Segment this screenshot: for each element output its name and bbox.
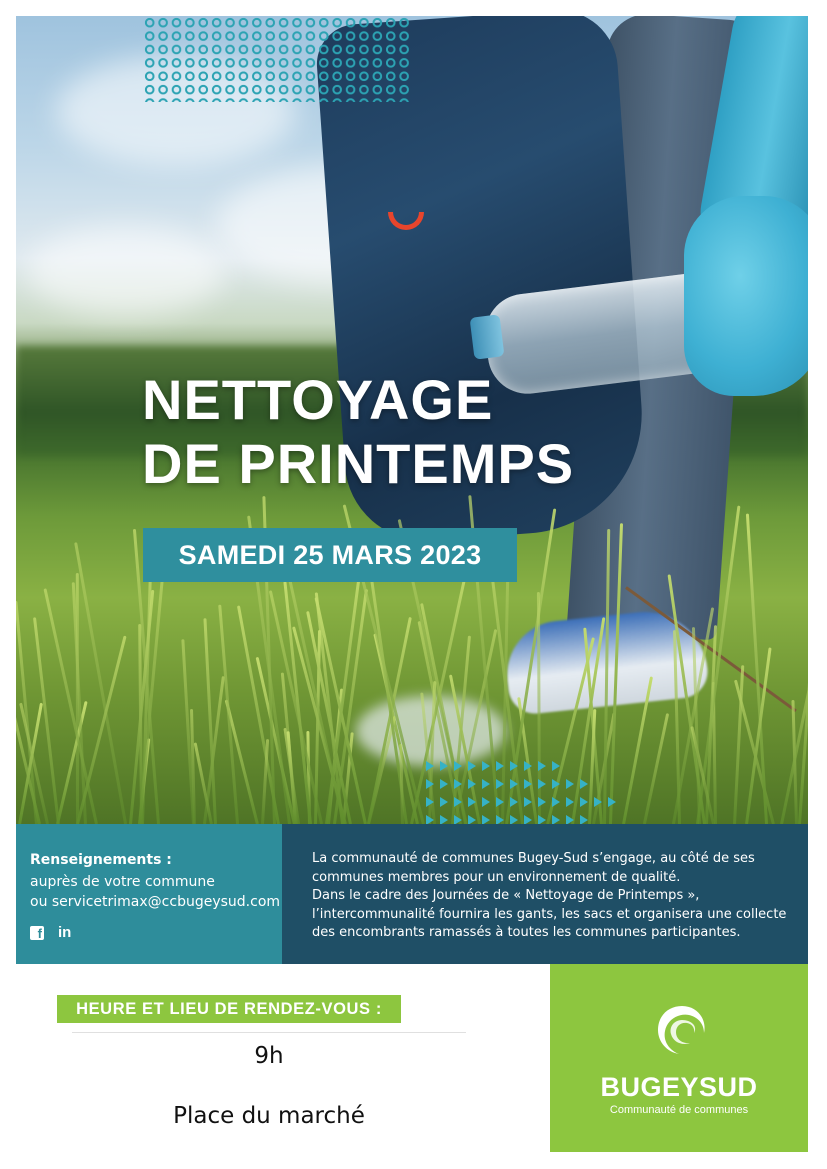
triangle-shape (482, 761, 490, 771)
description-paragraph-1: La communauté de communes Bugey-Sud s’engage, au côté de ses communes membres pour un environnement de qualité. (312, 851, 755, 885)
triangle-shape (580, 779, 588, 789)
triangle-shape (496, 779, 504, 789)
triangle-shape (552, 779, 560, 789)
triangle-shape (496, 797, 504, 807)
triangle-shape (440, 779, 448, 789)
triangle-shape (426, 797, 434, 807)
linkedin-icon[interactable]: in (58, 924, 72, 941)
triangle-shape (440, 797, 448, 807)
facebook-icon[interactable]: f (30, 926, 44, 940)
rendezvous-time: 9h (254, 1043, 284, 1069)
triangle-shape (482, 797, 490, 807)
triangle-shape (552, 797, 560, 807)
rendezvous-box (72, 1032, 466, 1150)
swirl-logo-icon (654, 1002, 710, 1058)
triangle-shape (594, 797, 602, 807)
triangle-row (426, 756, 566, 768)
triangle-shape (538, 761, 546, 771)
triangle-shape (538, 797, 546, 807)
triangle-shape (482, 779, 490, 789)
triangle-shape (426, 761, 434, 771)
contact-heading: Renseignements : (30, 852, 172, 868)
rendezvous-place: Place du marché (173, 1103, 365, 1129)
triangle-shape (524, 761, 532, 771)
grass-blade (746, 514, 768, 824)
contact-line-1: auprès de votre commune (30, 874, 215, 890)
triangle-shape (524, 779, 532, 789)
date-badge: SAMEDI 25 MARS 2023 (143, 528, 517, 582)
poster-title (142, 368, 702, 496)
triangle-shape (524, 797, 532, 807)
triangle-shape (552, 761, 560, 771)
triangle-shape (510, 797, 518, 807)
grass-blade (643, 714, 669, 824)
title-line-1: NETTOYAGE (142, 368, 494, 431)
triangle-shape (454, 761, 462, 771)
title-line-2: DE PRINTEMPS (142, 432, 575, 495)
triangle-shape (608, 797, 616, 807)
triangle-shape (468, 797, 476, 807)
triangle-shape (426, 779, 434, 789)
triangle-shape (496, 761, 504, 771)
triangle-row (426, 792, 622, 804)
dot-pattern (143, 16, 411, 102)
contact-email[interactable]: ou servicetrimax@ccbugeysud.com (30, 894, 281, 910)
triangle-shape (566, 797, 574, 807)
description-paragraph-2: Dans le cadre des Journées de « Nettoyage de Printemps », l’intercommunalité fournira les gants, les sacs et organisera une collecte des encombrants ramassés à toutes les communes participantes. (312, 888, 787, 940)
triangle-shape (468, 761, 476, 771)
triangle-shape (454, 797, 462, 807)
rendezvous-label: HEURE ET LIEU DE RENDEZ-VOUS : (57, 995, 401, 1023)
triangle-shape (454, 779, 462, 789)
triangle-row (426, 774, 594, 786)
triangle-shape (440, 761, 448, 771)
triangle-shape (566, 779, 574, 789)
bugeysud-logo (550, 964, 808, 1152)
triangle-shape (510, 779, 518, 789)
logo-subtitle: Communauté de communes (609, 1104, 749, 1116)
grass-blade (219, 605, 240, 824)
triangle-shape (580, 797, 588, 807)
triangle-shape (468, 779, 476, 789)
triangle-shape (538, 779, 546, 789)
description-panel (282, 824, 808, 964)
bottle-cap (470, 314, 505, 359)
triangle-row (426, 810, 594, 822)
contact-panel (16, 824, 282, 964)
blue-glove (684, 196, 808, 396)
grass-blade (261, 739, 269, 824)
social-links (30, 924, 282, 941)
triangle-shape (510, 761, 518, 771)
logo-name: BUGEYSUD (600, 1072, 758, 1102)
